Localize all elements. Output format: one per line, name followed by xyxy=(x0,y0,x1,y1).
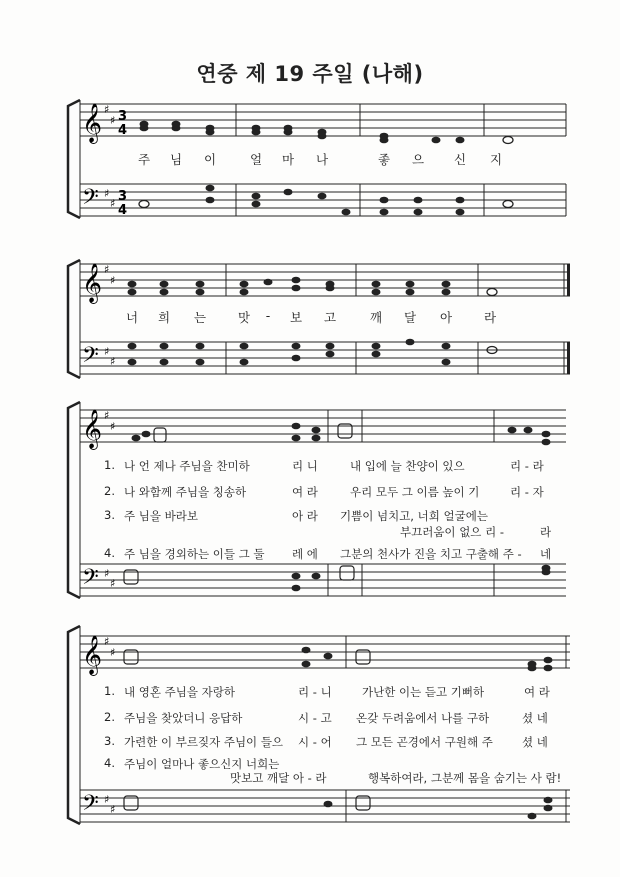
verse-text: 온갖 두려움에서 나를 구하 xyxy=(356,711,490,725)
bass-clef-icon: 𝄢 xyxy=(82,185,99,215)
system-3 xyxy=(68,402,566,598)
lyric-syllable: 보 xyxy=(289,310,303,325)
svg-text:♯: ♯ xyxy=(110,577,116,590)
verse-text: 네 xyxy=(540,547,552,561)
verse-text: 리 니 xyxy=(292,459,318,473)
svg-text:♯: ♯ xyxy=(104,409,110,422)
svg-text:♯: ♯ xyxy=(110,274,116,287)
bass-clef-icon: 𝄢 xyxy=(82,565,99,595)
lyric-syllable: 마 xyxy=(281,152,295,167)
lyric-syllable: 맛 xyxy=(237,310,251,325)
svg-text:♯: ♯ xyxy=(110,646,116,659)
verse-text: 주님이 얼마나 좋으신지 너희는 xyxy=(124,757,280,771)
svg-text:♯: ♯ xyxy=(104,345,110,358)
lyric-syllable: 라 xyxy=(483,310,497,325)
lyric-syllable: 님 xyxy=(169,152,183,167)
treble-clef-icon: 𝄞 xyxy=(82,103,103,143)
page-title: 연중 제 19 주일 (나해) xyxy=(196,62,424,86)
verse-text: 주 님을 바라보 xyxy=(124,509,198,523)
treble-clef-icon: 𝄞 xyxy=(82,409,103,449)
verse-text: 나 언 제나 주님을 찬미하 xyxy=(124,459,250,473)
verse-text: 내 입에 늘 찬양이 있으 xyxy=(350,459,465,473)
verse-text: 리 - 라 xyxy=(510,459,544,473)
lyric-syllable: 너 xyxy=(125,310,139,325)
verse-text: 아 라 xyxy=(292,509,318,523)
lyric-syllable: 얼 xyxy=(249,152,263,167)
verse-text: 여 라 xyxy=(524,685,550,699)
bass-clef-icon: 𝄢 xyxy=(82,791,99,821)
verse-text: 여 라 xyxy=(292,485,318,499)
svg-text:♯: ♯ xyxy=(104,263,110,276)
verse-text: 레 에 xyxy=(292,547,318,561)
verse-text: 2. xyxy=(104,710,115,724)
verse-text: 4. xyxy=(104,546,115,560)
svg-text:3: 3 xyxy=(118,109,128,124)
svg-text:♯: ♯ xyxy=(110,803,116,816)
verse-text: 시 - 어 xyxy=(298,735,332,749)
svg-text:♯: ♯ xyxy=(104,793,110,806)
verse-text: 주님을 찾았더니 응답하 xyxy=(124,711,243,725)
lyric-syllable: 희 xyxy=(157,310,171,325)
treble-clef-icon: 𝄞 xyxy=(82,635,103,675)
lyric-syllable: 아 xyxy=(439,310,453,325)
svg-text:♯: ♯ xyxy=(110,197,116,210)
lyric-syllable: 나 xyxy=(315,152,329,167)
verse-text: 그 모든 곤경에서 구원해 주 xyxy=(356,735,493,749)
verse-text: 우리 모두 그 이름 높이 기 xyxy=(350,485,480,499)
verse-text: 2. xyxy=(104,484,115,498)
svg-text:♯: ♯ xyxy=(110,114,116,127)
verse-text: 라 xyxy=(540,525,552,539)
verse-text: 셨 네 xyxy=(522,735,548,749)
verse-text: 리 - 자 xyxy=(510,485,544,499)
svg-text:4: 4 xyxy=(118,123,128,138)
lyric-syllable: 는 xyxy=(193,310,207,325)
verse-text: 4. xyxy=(104,756,115,770)
svg-text:♯: ♯ xyxy=(104,187,110,200)
lyric-syllable: 신 xyxy=(453,152,467,167)
verse-text: 그분의 천사가 진을 치고 구출해 주 - xyxy=(340,547,522,561)
svg-text:♯: ♯ xyxy=(110,355,116,368)
svg-text:♯: ♯ xyxy=(104,567,110,580)
lyric-syllable: 고 xyxy=(323,310,337,325)
verse-text: 맛보고 깨달 아 - 라 xyxy=(230,771,327,785)
svg-text:♯: ♯ xyxy=(104,103,110,116)
verse-text: 1. xyxy=(104,684,115,698)
svg-text:3: 3 xyxy=(118,189,128,204)
verse-text: 1. xyxy=(104,458,115,472)
verse-text: 가난한 이는 듣고 기뻐하 xyxy=(362,685,485,699)
verse-text: 가련한 이 부르짖자 주님이 들으 xyxy=(124,735,284,749)
lyric-syllable: 달 xyxy=(403,310,417,325)
verse-text: 3. xyxy=(104,508,115,522)
verse-text: 나 와함께 주님을 칭송하 xyxy=(124,485,247,499)
bass-clef-icon: 𝄢 xyxy=(82,343,99,373)
verse-text: 셨 네 xyxy=(522,711,548,725)
lyric-syllable: 으 xyxy=(411,152,425,167)
verse-text: 내 영혼 주님을 자랑하 xyxy=(124,685,235,699)
verse-text: 기쁨이 넘치고, 너희 얼굴에는 xyxy=(340,509,488,523)
verse-text: 시 - 고 xyxy=(298,711,332,725)
verse-text: 3. xyxy=(104,734,115,748)
svg-text:♯: ♯ xyxy=(104,635,110,648)
verse-text: 행복하여라, 그분께 몸을 숨기는 사 람! xyxy=(368,771,562,785)
treble-clef-icon: 𝄞 xyxy=(82,263,103,303)
svg-text:♯: ♯ xyxy=(110,420,116,433)
verse-text: 주 님을 경외하는 이들 그 둘 xyxy=(124,547,265,561)
lyric-syllable: 이 xyxy=(203,152,217,167)
verse-text: 부끄러움이 없으 리 - xyxy=(400,525,504,539)
lyric-syllable: - xyxy=(265,308,271,323)
lyric-syllable: 깨 xyxy=(369,310,383,325)
lyric-syllable: 주 xyxy=(137,152,151,167)
lyric-syllable: 좋 xyxy=(377,152,391,167)
lyric-syllable: 지 xyxy=(489,152,503,167)
svg-text:4: 4 xyxy=(118,203,128,218)
verse-text: 리 - 니 xyxy=(298,685,332,699)
